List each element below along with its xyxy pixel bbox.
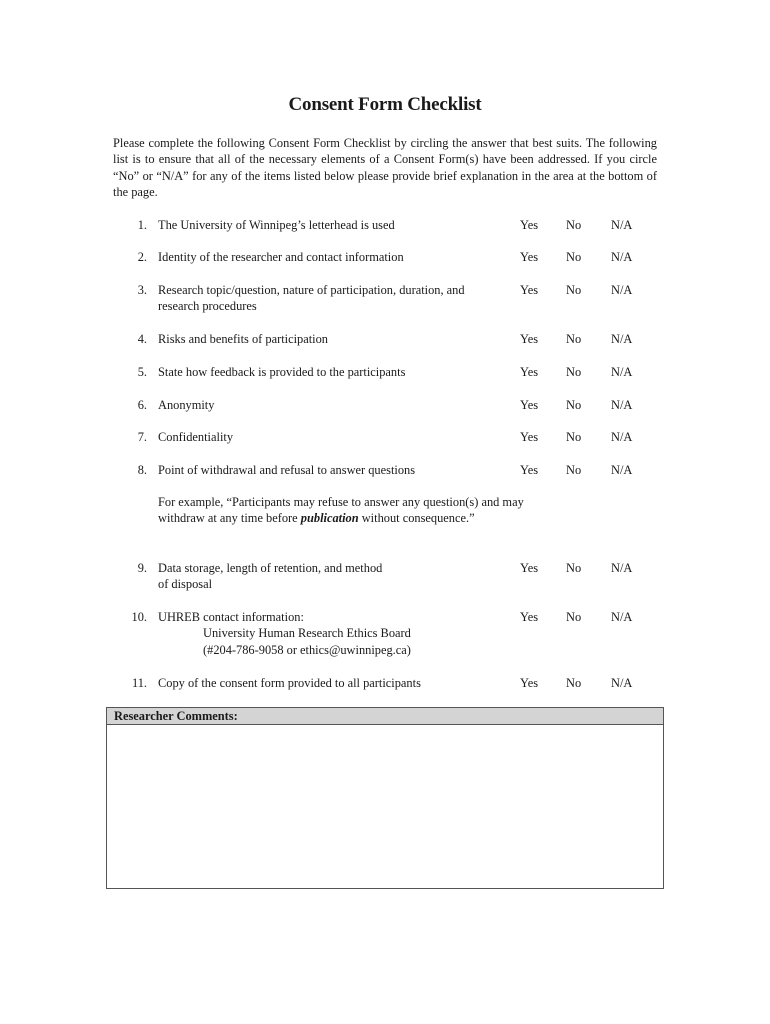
item-text: Confidentiality [158, 430, 234, 444]
item-text-line: Data storage, length of retention, and method [158, 561, 383, 575]
no-option[interactable]: No [566, 332, 582, 346]
item-number: 1. [137, 218, 147, 232]
item-number: 4. [137, 332, 147, 346]
yes-option[interactable]: Yes [520, 250, 539, 264]
example-emphasis: publication [300, 511, 359, 526]
na-option[interactable]: N/A [611, 250, 633, 264]
na-option[interactable]: N/A [611, 610, 633, 624]
item-text-line: of disposal [158, 577, 213, 592]
no-option[interactable]: No [566, 250, 582, 264]
item-number: 6. [137, 398, 147, 412]
item-text: Research topic/question, nature of participation, duration, and research procedures [158, 283, 465, 314]
item-text: Identity of the researcher and contact information [158, 250, 404, 264]
researcher-comments-box[interactable] [106, 707, 664, 889]
na-option[interactable]: N/A [611, 561, 633, 575]
yes-option[interactable]: Yes [520, 283, 539, 297]
item-text: Risks and benefits of participation [158, 332, 328, 346]
na-option[interactable]: N/A [611, 430, 633, 444]
page-title: Consent Form Checklist [288, 94, 482, 115]
item-number: 10. [131, 610, 147, 624]
yes-option[interactable]: Yes [520, 430, 539, 444]
ethics-board-contact: (#204-786-9058 or ethics@uwinnipeg.ca) [203, 642, 411, 657]
na-option[interactable]: N/A [611, 218, 633, 232]
example-text-start: For example, “Participants may refuse to answer any question(s) and may withdraw at any time before [158, 495, 524, 526]
researcher-comments-heading: Researcher Comments: [107, 708, 663, 725]
item-text: Anonymity [158, 398, 215, 412]
ethics-board-name: University Human Research Ethics Board [203, 626, 411, 641]
item-text: Copy of the consent form provided to all participants [158, 676, 421, 690]
no-option[interactable]: No [566, 365, 582, 379]
item-number: 9. [137, 561, 147, 575]
item-number: 11. [131, 676, 147, 690]
yes-option[interactable]: Yes [520, 332, 539, 346]
no-option[interactable]: No [566, 463, 582, 477]
no-option[interactable]: No [566, 561, 582, 575]
na-option[interactable]: N/A [611, 365, 633, 379]
item-text-line: UHREB contact information: [158, 610, 304, 624]
example-text-end: without consequence.” [358, 511, 475, 526]
no-option[interactable]: No [566, 283, 582, 297]
no-option[interactable]: No [566, 610, 582, 624]
item-text: Point of withdrawal and refusal to answer questions [158, 463, 416, 477]
example-text [158, 494, 528, 527]
no-option[interactable]: No [566, 676, 582, 690]
yes-option[interactable]: Yes [520, 218, 539, 232]
na-option[interactable]: N/A [611, 398, 633, 412]
item-text: State how feedback is provided to the participants [158, 365, 406, 379]
na-option[interactable]: N/A [611, 463, 633, 477]
item-text: The University of Winnipeg’s letterhead is used [158, 218, 395, 232]
na-option[interactable]: N/A [611, 332, 633, 346]
yes-option[interactable]: Yes [520, 610, 539, 624]
yes-option[interactable]: Yes [520, 676, 539, 690]
item-number: 7. [137, 430, 147, 444]
item-number: 5. [137, 365, 147, 379]
yes-option[interactable]: Yes [520, 365, 539, 379]
yes-option[interactable]: Yes [520, 561, 539, 575]
yes-option[interactable]: Yes [520, 463, 539, 477]
item-text [158, 560, 498, 593]
no-option[interactable]: No [566, 398, 582, 412]
yes-option[interactable]: Yes [520, 398, 539, 412]
na-option[interactable]: N/A [611, 283, 633, 297]
item-text [158, 609, 498, 658]
na-option[interactable]: N/A [611, 676, 633, 690]
no-option[interactable]: No [566, 218, 582, 232]
instructions-paragraph: Please complete the following Consent Form Checklist by circling the answer that best suits. The following list is to ensure that all of the necessary elements of a Consent Form(s) have been addressed. If you circle “No” or “N/A” for any of the items listed below please provide brief explanation in the area at the bottom of the page. [113, 136, 657, 199]
no-option[interactable]: No [566, 430, 582, 444]
item-number: 3. [137, 283, 147, 297]
item-number: 8. [137, 463, 147, 477]
item-number: 2. [137, 250, 147, 264]
